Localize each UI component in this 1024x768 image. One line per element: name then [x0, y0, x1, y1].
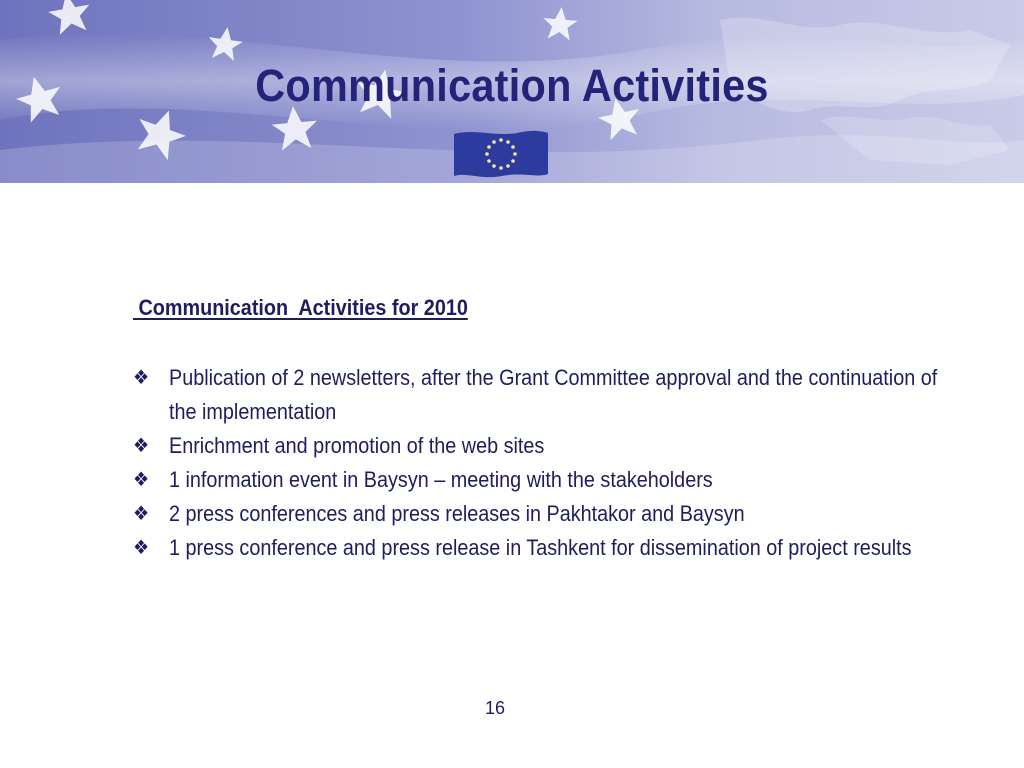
diamond-bullet-icon: ❖	[133, 435, 150, 457]
slide-content	[133, 295, 938, 565]
list-item-text: Publication of 2 newsletters, after the Grant Committee approval and the continuation of the implementation	[169, 365, 938, 424]
slide-title: Communication Activities	[255, 60, 769, 111]
list-item	[133, 463, 961, 497]
eu-flag-icon	[452, 128, 550, 180]
diamond-bullet-icon: ❖	[133, 469, 150, 491]
list-item-text: Enrichment and promotion of the web sites	[169, 433, 545, 458]
diamond-bullet-icon: ❖	[133, 537, 150, 559]
list-item-text: 1 information event in Baysyn – meeting with the stakeholders	[169, 467, 713, 492]
list-item	[133, 361, 961, 429]
bullet-list	[133, 361, 938, 565]
list-item	[133, 531, 961, 565]
diamond-bullet-icon: ❖	[133, 367, 150, 389]
page-number: 16	[484, 698, 506, 718]
section-heading: Communication Activities for 2010	[133, 295, 468, 320]
list-item	[133, 429, 961, 463]
list-item-text: 1 press conference and press release in Tashkent for dissemination of project results	[169, 535, 912, 560]
list-item-text: 2 press conferences and press releases in Pakhtakor and Baysyn	[169, 501, 745, 526]
list-item	[133, 497, 961, 531]
diamond-bullet-icon: ❖	[133, 503, 150, 525]
